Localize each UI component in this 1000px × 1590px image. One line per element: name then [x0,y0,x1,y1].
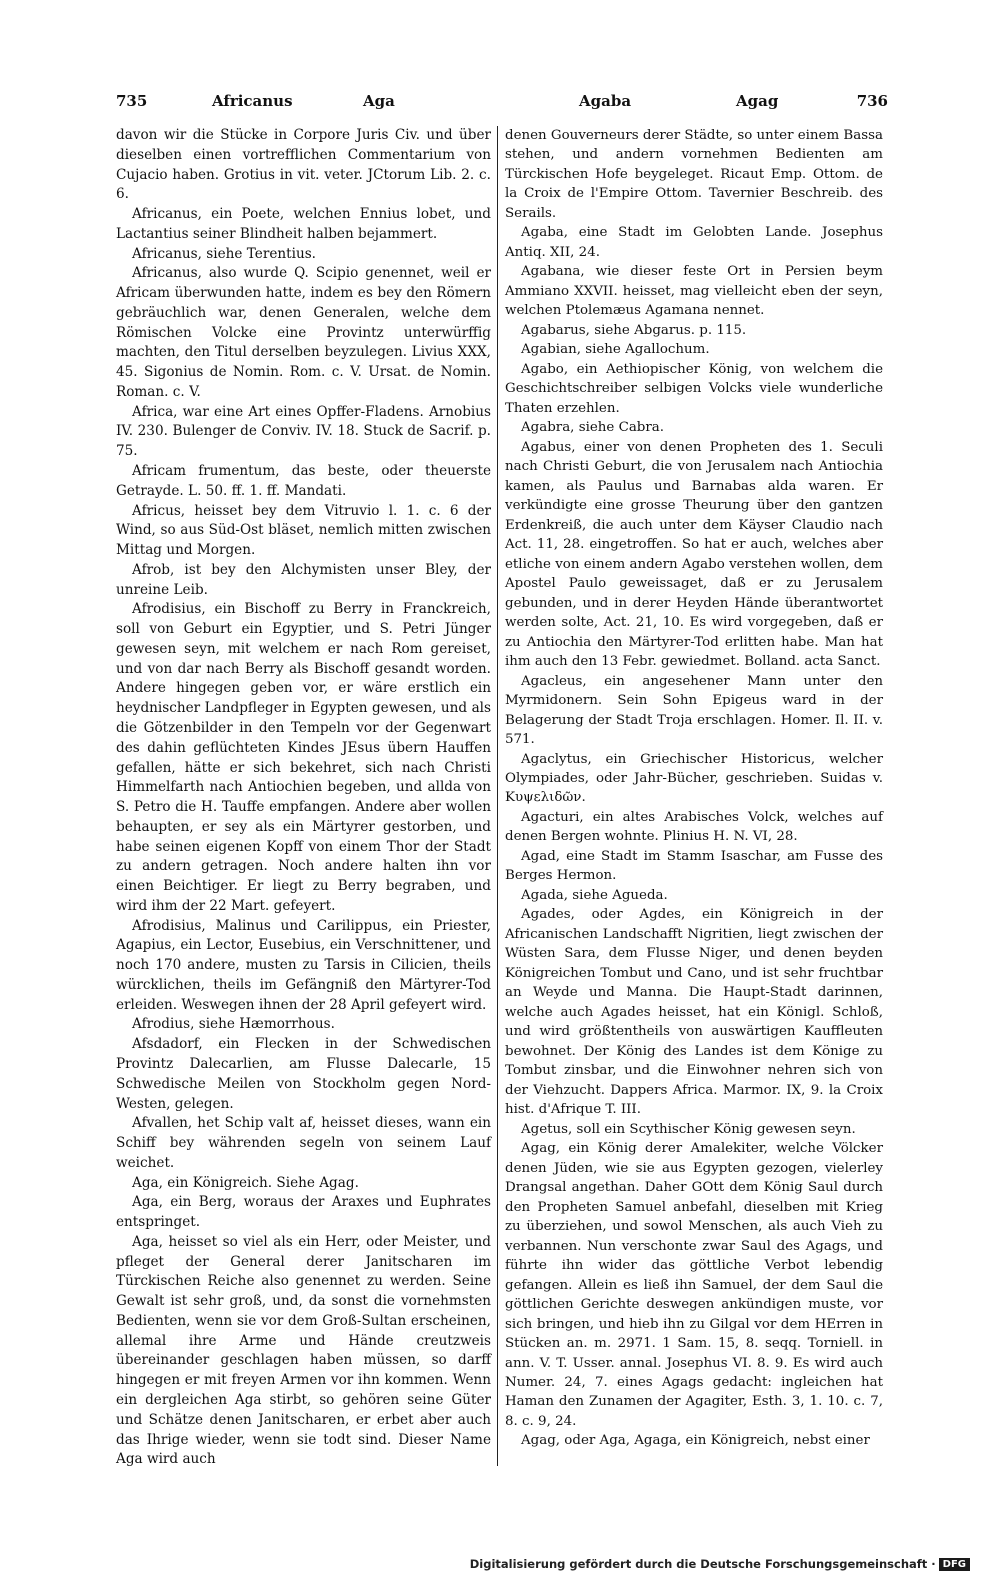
entry-paragraph: Agacleus, ein angesehener Mann unter den Myrmidonern. Sein Sohn Epigeus ward in der Belagerung der Stadt Troja erschlagen. Homer. Il. II. v. 571. [505,673,883,748]
entry-paragraph: Agaclytus, ein Griechischer Historicus, welcher Olympiades, oder Jahr-Bücher, geschrieben. Suidas v. Κυψελιδῶν. [505,751,883,806]
entry-paragraph: Agabus, einer von denen Propheten des 1. Seculi nach Christi Geburt, die von Jerusalem nach Antiochia kamen, als Paulus und Barnabas alda waren. Er verkündigte eine grosse Theurung über den gantzen Erdenkreiß, die auch unter dem Käyser Claudio nach Act. 11, 28. eingetroffen. So hat er auch, welches aber etliche von einem andern Agabo verstehen wollen, dem Apostel Paulo geweissaget, daß er zu Jerusalem gebunden, und in derer Heyden Hände überantwortet werden solte, Act. 21, 10. Es wird vorgegeben, daß er zu Antiochia den Märtyrer-Tod erlitten habe. Man hat ihm auch den 13 Febr. gewiedmet. Bolland. acta Sanct. [505,439,883,670]
entry-paragraph: Agabra, siehe Cabra. [521,420,665,436]
entry-paragraph: denen Gouverneurs derer Städte, so unter einem Bassa stehen, und andern vornehmen Bedienten am Türckischen Hofe beygeleget. Ricaut Emp. Ottom. de la Croix de l'Empire Ottom. Tavernier Beschreib. des Serails. [505,128,883,221]
entry-paragraph: Agabian, siehe Agallochum. [521,342,710,358]
entry-paragraph: Agades, oder Agdes, ein Königreich in der Africanischen Landschafft Nigritien, liegt zwischen der Wüsten Sara, dem Flusse Niger, und denen beyden Königreichen Tombut und Cano, und ist sehr fruchtbar an Weyde und Manna. Die Haupt-Stadt darinnen, welche auch Agades heisset, hat ein Königl. Schloß, und wird größtentheils von auswärtigen Kauffleuten bewohnet. Der König des Landes ist dem Könige zu Tombut zinsbar, und die Einwohner nehren sich von der Viehzucht. Dappers Africa. Marmor. IX, 9. la Croix hist. d'Afrique T. III. [505,907,883,1118]
entry-paragraph: Africanus, also wurde Q. Scipio genennet, weil er Africam überwunden hatte, indem es bey den Römern gebräuchlich war, denen Generalen, welche dem Römischen Volcke eine Provintz unterwürffig machten, den Titul derselben beyzulegen. Livius XXX, 45. Sigonius de Nomin. Rom. c. V. Ursat. de Nomin. Roman. c. V. [116,265,491,400]
entry-paragraph: Africa, war eine Art eines Opffer-Fladens. Arnobius IV. 230. Bulenger de Conviv. IV. 18. Stuck de Sacrif. p. 75. [116,403,491,460]
entry-paragraph: davon wir die Stücke in Corpore Juris Civ. und über dieselben einen vortrefflichen Commentarium von Cujacio haben. Grotius in vit. veter. JCtorum Lib. 2. c. 6. [116,127,491,203]
entry-paragraph: Africanus, ein Poete, welchen Ennius lobet, und Lactantius seiner Blindheit halben bejammert. [116,206,491,242]
entry-paragraph: Agabo, ein Aethiopischer König, von welchem die Geschichtschreiber selbigen Volcks viele wunderliche Thaten erzehlen. [505,361,883,416]
entry-paragraph: Aga, heisset so viel als ein Herr, oder Meister, und pfleget der General derer Janitscharen im Türckischen Reiche also genennet zu werden. Seine Gewalt ist sehr groß, und, da sonst die vornehmsten Bedienten, wenn sie vor dem Groß-Sultan erscheinen, allemal ihre Arme und Hände creutzweis übereinander geschlagen haben müssen, so darff hingegen er mit freyen Armen vor ihn kommen. Wenn ein dergleichen Aga stirbt, so gehören seine Güter und Schätze denen Janitscharen, er erbet aber auch das Ihrige wieder, wenn sie todt sind. Dieser Name Aga wird auch [116,1233,491,1468]
dfg-logo: DFG [939,1558,970,1571]
right-running-head-1: Agaba [579,92,632,110]
left-column [116,126,491,1470]
entry-paragraph: Agag, oder Aga, Agaga, ein Königreich, nebst einer [521,1433,870,1449]
entry-paragraph: Agabarus, siehe Abgarus. p. 115. [521,322,747,338]
entry-paragraph: Aga, ein Berg, woraus der Araxes und Euphrates entspringet. [116,1194,491,1231]
entry-paragraph: Africam frumentum, das beste, oder theuerste Getrayde. L. 50. ff. 1. ff. Mandati. [116,463,491,499]
right-column [505,126,883,1451]
entry-paragraph: Agabana, wie dieser feste Ort in Persien beym Ammiano XXVII. heisset, mag vielleicht eben der seyn, welchen Ptolemæus Agamana nennet. [505,264,883,319]
left-running-head-2: Aga [363,92,395,110]
right-page-number: 736 [856,92,888,110]
entry-paragraph: Afvallen, het Schip valt af, heisset dieses, wann ein Schiff bey währenden segeln von seinem Lauf weichet. [116,1115,491,1171]
left-page-number: 735 [116,92,148,110]
entry-paragraph: Afrodisius, ein Bischoff zu Berry in Franckreich, soll von Geburt ein Egyptier, und S. Petri Jünger gewesen seyn, mit welchem er nach Rom gereiset, und von dar nach Berry als Bischoff gesandt worden. Andere hingegen geben vor, er wäre erstlich ein heydnischer Landpfleger in Egypten gewesen, und als die Götzenbilder in den Tempeln vor der Gegenwart des dahin geflüchteten Kindes JEsus übern Hauffen gefallen, hätte er sich bekehret, sich nach Christi Himmelfarth nach Antiochien begeben, und allda von S. Petro die H. Tauffe empfangen. Andere aber wollen behaupten, er sey als ein Märtyrer gestorben, und habe seinen eigenen Kopff von einem Thor der Stadt zu andern getragen. Noch andere halten ihn vor einen Beichtiger. Er liegt zu Berry begraben, und wird ihm der 22 Mart. gefeyert. [116,601,491,914]
entry-paragraph: Agetus, soll ein Scythischer König gewesen seyn. [521,1121,856,1137]
entry-paragraph: Agag, ein König derer Amalekiter, welche Völcker denen Jüden, wie sie aus Egypten gezogen, vielerley Drangsal angethan. Daher GOtt dem König Saul durch den Propheten Samuel anbefahl, dieselben mit Krieg zu überziehen, und sowol Menschen, als auch Vieh zu verbannen. Nun verschonte zwar Saul des Agags, und führte ihn wider das göttliche Verbot lebendig gefangen. Allein es ließ ihn Samuel, der dem Saul die göttlichen Gerichte deswegen ankündigen muste, vor sich bringen, und hieb ihn zu Gilgal vor dem HErren in Stücken an. m. 2971. 1 Sam. 15, 8. seqq. Torniell. in ann. V. T. Usser. annal. Josephus VI. 8. 9. Es wird auch Numer. 24, 7. eines Agags gedacht: ingleichen hat Haman den Zunamen der Agagiter, Esth. 3, 1. 10. c. 7, 8. c. 9, 24. [505,1141,883,1429]
footer [470,1557,970,1571]
entry-paragraph: Africanus, siehe Terentius. [132,245,317,262]
left-running-head-1: Africanus [212,92,293,110]
footer-text: Digitalisierung gefördert durch die Deutsche Forschungsgemeinschaft · [469,1557,936,1571]
column-divider [497,126,498,1466]
entry-paragraph: Agada, siehe Agueda. [521,887,668,903]
page-header [116,92,888,118]
entry-paragraph: Agacturi, ein altes Arabisches Volck, welches auf denen Bergen wohnte. Plinius H. N. VI, 28. [505,809,883,845]
entry-paragraph: Africus, heisset bey dem Vitruvio l. 1. c. 6 der Wind, so aus Süd-Ost bläset, nemlich mitten zwischen Mittag und Morgen. [116,502,491,559]
entry-paragraph: Agad, eine Stadt im Stamm Isaschar, am Fusse des Berges Hermon. [505,848,883,884]
entry-paragraph: Afrodius, siehe Hæmorrhous. [132,1016,335,1033]
entry-paragraph: Afrodisius, Malinus und Carilippus, ein Priester, Agapius, ein Lector, Eusebius, ein Verschnittener, und noch 170 andere, musten zu Tarsis in Cilicien, theils würcklichen, theils im Gefängniß den Märtyrer-Tod erleiden. Weswegen ihnen der 28 April gefeyert wird. [116,917,491,1013]
right-running-head-2: Agag [736,92,779,110]
entry-paragraph: Agaba, eine Stadt im Gelobten Lande. Josephus Antiq. XII, 24. [505,225,883,260]
entry-paragraph: Aga, ein Königreich. Siehe Agag. [132,1174,359,1191]
entry-paragraph: Afsdadorf, ein Flecken in der Schwedischen Provintz Dalecarlien, am Flusse Dalecarle, 15 Schwedische Meilen von Stockholm gegen Nord-Westen, gelegen. [116,1036,491,1112]
entry-paragraph: Afrob, ist bey den Alchymisten unser Bley, der unreine Leib. [116,561,491,598]
